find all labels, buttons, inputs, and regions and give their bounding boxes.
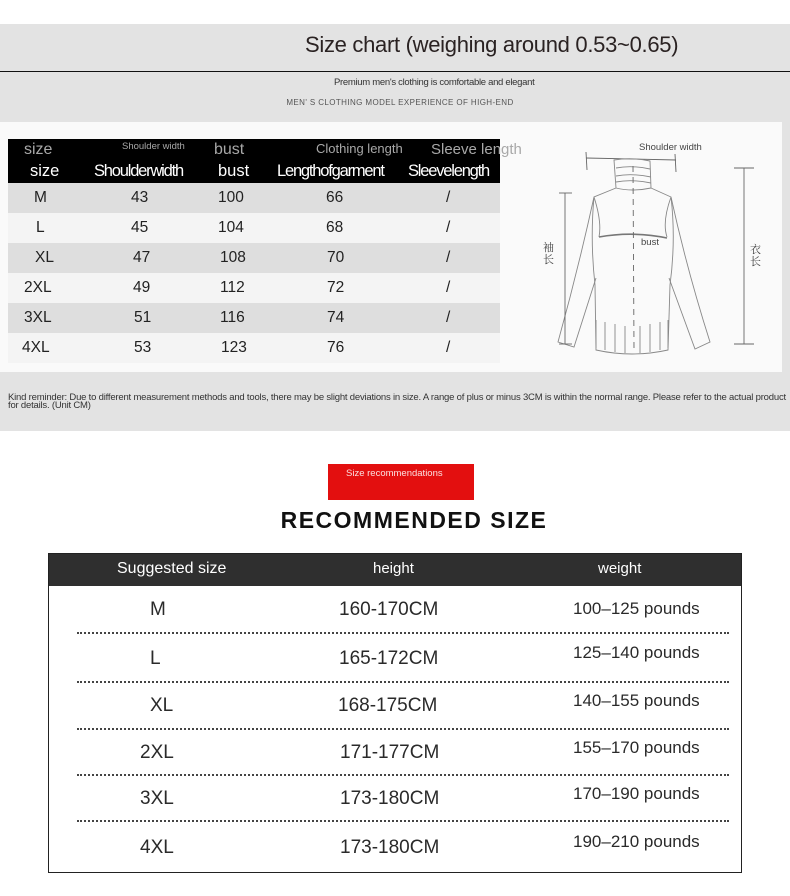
cell-height: 160-170CM — [339, 599, 439, 620]
tagline: MEN' S CLOTHING MODEL EXPERIENCE OF HIGH-END — [286, 98, 514, 107]
cell-shoulder: 43 — [131, 189, 149, 206]
measurement-table-body — [8, 183, 500, 363]
ghost-header-size: size — [24, 141, 53, 158]
table-row — [8, 213, 500, 243]
cell-weight: 170–190 pounds — [573, 784, 700, 803]
header-weight: weight — [598, 560, 642, 577]
recommended-size-table — [48, 553, 742, 873]
cell-size: XL — [35, 249, 54, 266]
cell-sleeve: / — [446, 189, 451, 206]
ghost-header-length: Clothing length — [316, 141, 403, 156]
table-row — [49, 634, 741, 683]
cell-height: 173-180CM — [340, 837, 440, 858]
body-length-label: 衣长 — [750, 244, 761, 268]
garment-diagram — [530, 130, 770, 370]
header-suggested-size: Suggested size — [117, 560, 227, 577]
cell-shoulder: 45 — [131, 219, 149, 236]
title-bar — [0, 24, 790, 72]
size-chart-section — [0, 24, 790, 431]
cell-length: 76 — [327, 339, 345, 356]
cell-size: 4XL — [22, 339, 50, 356]
cell-length: 72 — [327, 279, 345, 296]
cell-bust: 104 — [218, 219, 244, 236]
subtitle: Premium men's clothing is comfortable and elegant — [334, 77, 535, 88]
cell-length: 74 — [327, 309, 345, 326]
cell-size: M — [34, 189, 47, 206]
cell-size: M — [150, 599, 166, 620]
measurement-table-header — [8, 139, 522, 183]
cell-sleeve: / — [446, 309, 451, 326]
cell-bust: 108 — [220, 249, 246, 266]
cell-sleeve: / — [446, 219, 451, 236]
table-row — [49, 730, 741, 776]
cell-weight: 100–125 pounds — [573, 599, 700, 618]
cell-bust: 123 — [221, 339, 247, 356]
cell-sleeve: / — [446, 249, 451, 266]
turtleneck-sweater-icon — [530, 130, 770, 370]
cell-shoulder: 47 — [133, 249, 151, 266]
cell-shoulder: 53 — [134, 339, 152, 356]
header-shoulder: Shoulderwidth — [94, 162, 183, 180]
table-row — [8, 303, 500, 333]
measurement-table — [8, 139, 522, 363]
ghost-header-sleeve: Sleeve length — [431, 141, 522, 158]
ghost-header-shoulder: Shoulder width — [122, 141, 185, 152]
table-row — [49, 822, 741, 872]
cell-length: 70 — [327, 249, 345, 266]
cell-shoulder: 49 — [133, 279, 151, 296]
kind-reminder: Kind reminder: Due to different measurement methods and tools, there may be slight deviations in size. A range of plus or minus 3CM is within the normal range. Please refer to the actual product for details. (Unit CM) — [8, 392, 786, 411]
header-height: height — [373, 560, 414, 577]
cell-length: 66 — [326, 189, 344, 206]
table-row — [49, 586, 741, 634]
cell-height: 171-177CM — [340, 742, 440, 763]
cell-bust: 116 — [220, 309, 245, 326]
cell-size: XL — [150, 695, 174, 716]
table-row — [8, 333, 500, 363]
page-title: Size chart (weighing around 0.53~0.65) — [305, 32, 679, 57]
cell-size: 3XL — [140, 788, 174, 809]
cell-size: L — [36, 219, 45, 236]
cell-length: 68 — [326, 219, 344, 236]
recommended-size-title: RECOMMENDED SIZE — [280, 507, 548, 533]
cell-bust: 112 — [220, 279, 245, 296]
cell-size: 4XL — [140, 837, 174, 858]
size-recommendation-badge: Size recommendations — [328, 464, 474, 500]
bust-label: bust — [641, 237, 659, 248]
cell-weight: 190–210 pounds — [573, 832, 700, 851]
cell-sleeve: / — [446, 339, 451, 356]
cell-weight: 140–155 pounds — [573, 691, 700, 710]
cell-shoulder: 51 — [134, 309, 152, 326]
table-row — [49, 776, 741, 822]
header-bust: bust — [218, 162, 250, 180]
table-row — [8, 183, 500, 213]
header-sleeve: Sleevelength — [408, 162, 490, 180]
cell-size: 2XL — [24, 279, 52, 296]
cell-weight: 155–170 pounds — [573, 738, 700, 757]
cell-sleeve: / — [446, 279, 451, 296]
cell-size: 3XL — [24, 309, 52, 326]
table-row — [49, 683, 741, 730]
sleeve-length-label: 袖长 — [543, 242, 554, 266]
cell-bust: 100 — [218, 189, 244, 206]
table-row — [8, 243, 500, 273]
ghost-header-bust: bust — [214, 141, 245, 158]
cell-size: L — [150, 648, 161, 669]
shoulder-width-label: Shoulder width — [639, 142, 702, 153]
cell-weight: 125–140 pounds — [573, 643, 700, 662]
cell-size: 2XL — [140, 742, 174, 763]
header-size: size — [30, 162, 60, 180]
recommended-table-header — [49, 554, 741, 586]
cell-height: 165-172CM — [339, 648, 439, 669]
cell-height: 173-180CM — [340, 788, 440, 809]
cell-height: 168-175CM — [338, 695, 438, 716]
table-row — [8, 273, 500, 303]
header-length: Lengthofgarment — [277, 162, 384, 180]
measurement-area — [0, 122, 782, 372]
